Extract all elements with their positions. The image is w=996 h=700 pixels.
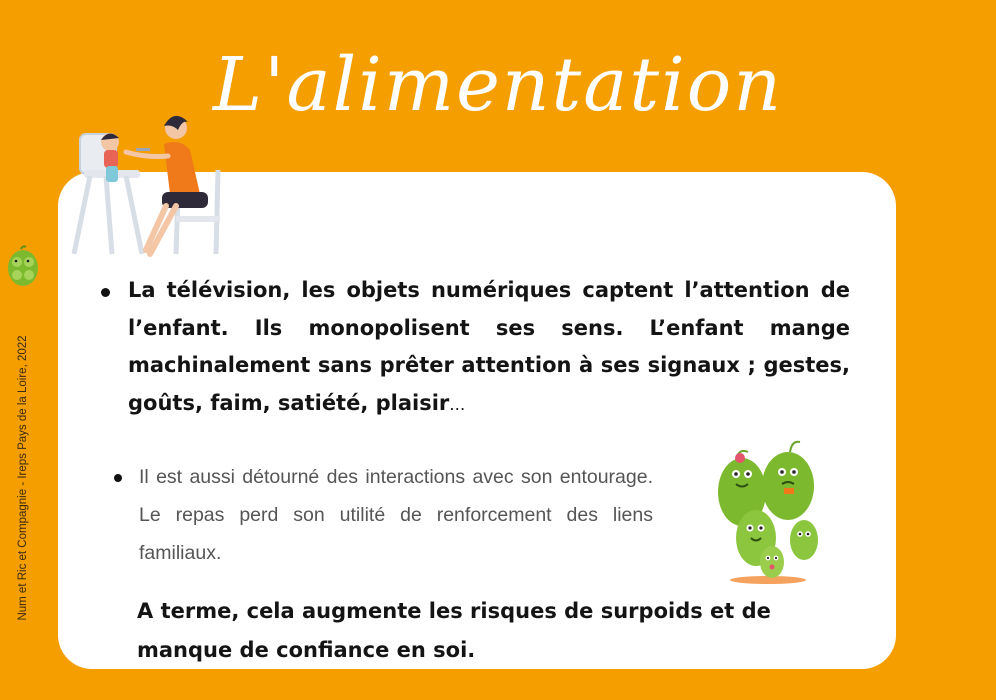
bullet-dot — [101, 288, 110, 297]
pea-family-illustration — [706, 430, 834, 586]
paragraph-screens-capture-attention — [128, 272, 850, 423]
parent-feeding-child-illustration — [66, 112, 236, 257]
paragraph-family-interactions: Il est aussi détourné des interactions avec son entourage. Le repas perd son utilité de renforcement des liens familiaux. — [139, 466, 653, 564]
paragraph-text: La télévision, les objets numériques captent l’attention de l’enfant. Ils monopolisent ses sens. L’enfant mange machinalement sans prêter attention à ses signaux ; gestes, goûts, faim, satiété, plaisir — [128, 278, 850, 415]
page-title: L'alimentation — [212, 42, 784, 128]
paragraph-conclusion: A terme, cela augmente les risques de surpoids et de manque de confiance en soi. — [137, 599, 771, 662]
bullet-dot — [114, 474, 122, 482]
credit-text: Num et Ric et Compagnie - Ireps Pays de la Loire, 2022 — [17, 335, 29, 621]
pea-logo-icon — [6, 244, 40, 290]
ellipsis-text: … — [449, 394, 466, 414]
